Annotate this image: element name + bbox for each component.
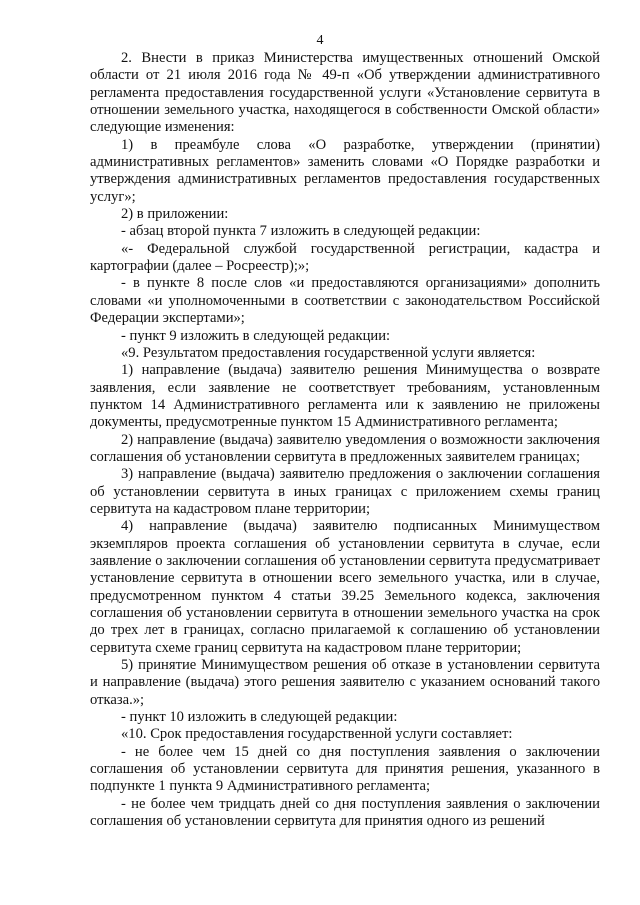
- paragraph-result-4: 4) направление (выдача) заявителю подписанных Минимуществом экземпляров проекта соглашения об установлении сервитута в случае, если заявление о заключении соглашения об установлении сервитута предусматривает установление сервитута в отношении всего земельного участка, или в случае, предусмотренном пунктом 4 статьи 39.25 Земельного кодекса, заключения соглашения об установлении сервитута в отношении земельного участка на срок до трех лет в границах, согласно прилагаемой к соглашению об установлении сервитута схеме границ сервитута на кадастровом плане территории;: [90, 518, 600, 656]
- paragraph-clause-8: - в пункте 8 после слов «и предоставляются организациями» дополнить словами «и уполномоченными в соответствии с законодательством Российской Федерации экспертами»;: [90, 275, 600, 327]
- document-body: [90, 50, 600, 830]
- paragraph-clause-10-heading: «10. Срок предоставления государственной услуги составляет:: [121, 726, 513, 743]
- paragraph-clause-9: - пункт 9 изложить в следующей редакции:: [121, 327, 391, 344]
- paragraph-result-3: 3) направление (выдача) заявителю предложения о заключении соглашения об установлении сервитута в иных границах с приложением схемы границ сервитута на кадастровом плане территории;: [90, 466, 600, 517]
- paragraph-clause-7-text: «- Федеральной службой государственной регистрации, кадастра и картографии (далее – Росреестр);»;: [90, 240, 600, 275]
- page-number: 4: [316, 33, 324, 48]
- paragraph-term-30-days: - не более чем тридцать дней со дня поступления заявления о заключении соглашения об установлении сервитута для принятия одного из решений: [90, 795, 600, 830]
- paragraph-clause-10: - пункт 10 изложить в следующей редакции:: [121, 709, 398, 726]
- paragraph-clause-7: - абзац второй пункта 7 изложить в следующей редакции:: [121, 223, 481, 240]
- paragraph-result-2: 2) направление (выдача) заявителю уведомления о возможности заключения соглашения об установлении сервитута в предложенных заявителем границах;: [90, 431, 600, 465]
- paragraph-clause-9-heading: «9. Результатом предоставления государственной услуги является:: [121, 344, 536, 361]
- paragraph-item-1-preamble: 1) в преамбуле слова «О разработке, утверждении (принятии) административных регламентов» заменить словами «О Порядке разработки и утверждения административных регламентов предоставления государственных услуг»;: [90, 136, 600, 205]
- paragraph-result-5: 5) принятие Минимуществом решения об отказе в установлении сервитута и направление (выдача) этого решения заявителю с указанием оснований такого отказа.»;: [90, 657, 600, 708]
- paragraph-amendment-intro: 2. Внести в приказ Министерства имущественных отношений Омской области от 21 июля 2016 года № 49-п «Об утверждении административного регламента предоставления государственной услуги «Установление сервитута в отношении земельного участка, находящегося в собственности Омской области» следующие изменения:: [90, 50, 600, 136]
- paragraph-result-1: 1) направление (выдача) заявителю решения Минимущества о возврате заявления, если заявление не соответствует требованиям, установленным пунктом 14 Административного регламента или к заявлению не приложены документы, предусмотренные пунктом 15 Административного регламента;: [90, 362, 600, 431]
- paragraph-item-2-appendix: 2) в приложении:: [121, 206, 229, 223]
- paragraph-term-15-days: - не более чем 15 дней со дня поступления заявления о заключении соглашения об установлении сервитута для принятия решения, указанного в подпункте 1 пункта 9 Административного регламента;: [90, 743, 600, 795]
